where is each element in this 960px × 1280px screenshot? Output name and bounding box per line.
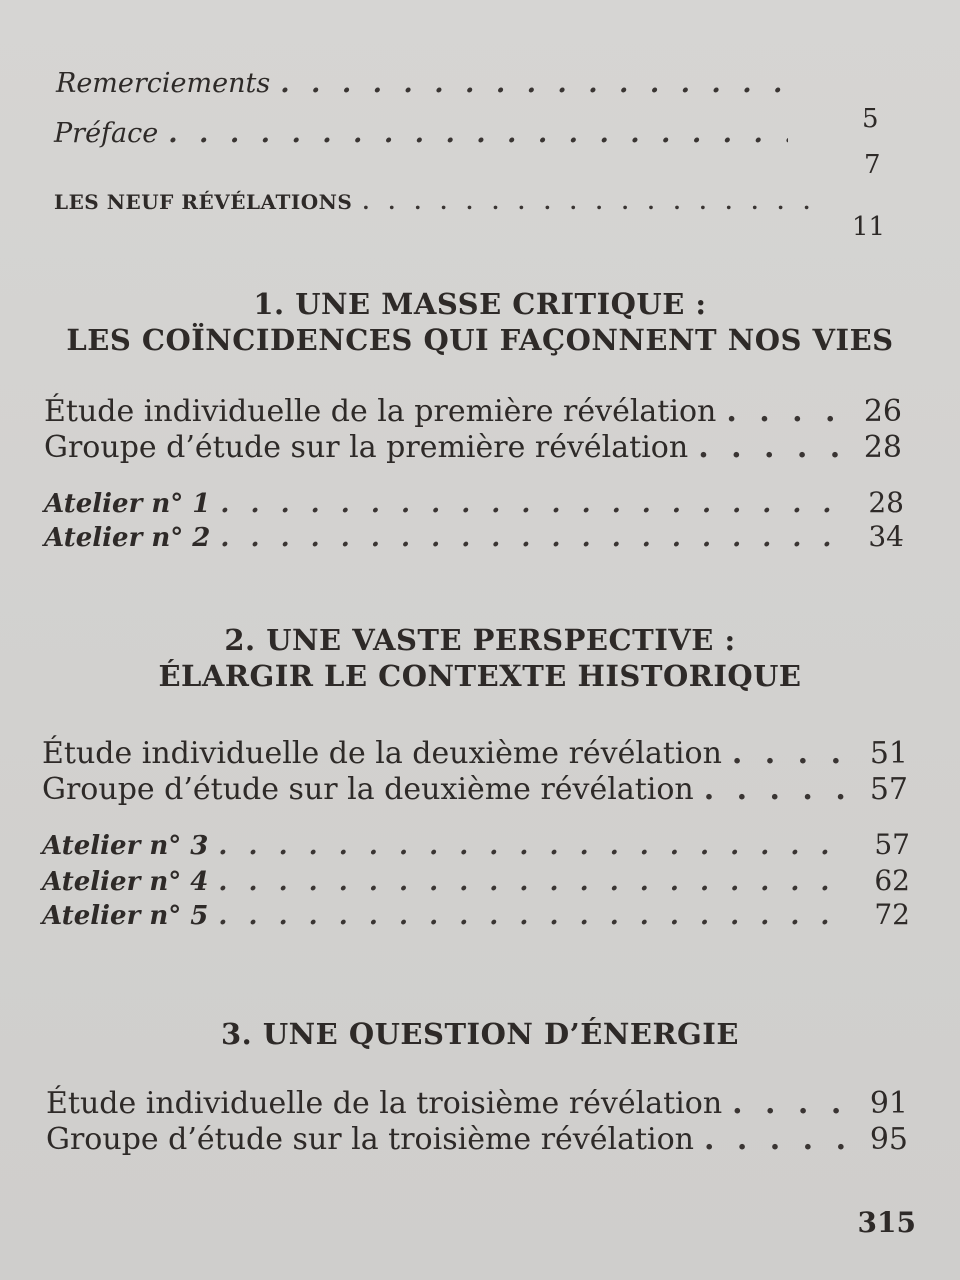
toc-page-number: 11	[852, 212, 886, 242]
toc-page-number: 62	[874, 864, 910, 897]
toc-label: Atelier n° 1	[44, 489, 211, 519]
dot-leader	[218, 867, 852, 897]
toc-page-number: 28	[863, 430, 902, 465]
toc-page-number: 51	[869, 736, 908, 771]
toc-entry	[42, 772, 908, 807]
toc-label: Atelier n° 2	[44, 523, 211, 553]
toc-label: Préface	[54, 118, 159, 149]
section-heading-line: 1. UNE MASSE CRITIQUE :	[253, 287, 707, 321]
toc-label: LES NEUF RÉVÉLATIONS	[54, 190, 353, 214]
section-heading-2	[0, 622, 960, 694]
toc-label: Étude individuelle de la première révélation	[44, 394, 717, 429]
toc-page-number: 7	[864, 150, 881, 180]
dot-leader	[220, 489, 846, 519]
section-heading-3	[0, 1016, 960, 1052]
toc-entry	[44, 430, 902, 465]
dot-leader	[218, 901, 852, 931]
dot-leader	[732, 1086, 850, 1121]
folio-page-number: 315	[857, 1206, 916, 1239]
toc-entry	[42, 864, 910, 897]
toc-label: Remerciements	[56, 68, 271, 99]
toc-label: Étude individuelle de la troisième révélation	[46, 1086, 723, 1121]
toc-label: Atelier n° 3	[42, 831, 209, 861]
section-heading-line: 3. UNE QUESTION D’ÉNERGIE	[221, 1017, 739, 1051]
toc-entry	[44, 394, 902, 429]
toc-page-number: 28	[868, 486, 904, 519]
toc-page-number: 95	[869, 1122, 908, 1157]
section-heading-line: 2. UNE VASTE PERSPECTIVE :	[224, 623, 736, 657]
toc-entry	[46, 1086, 908, 1121]
toc-page-number: 72	[874, 898, 910, 931]
toc-page-number: 57	[869, 772, 908, 807]
section-heading-1	[0, 286, 960, 358]
toc-entry	[54, 190, 824, 214]
dot-leader	[220, 523, 846, 553]
toc-entry	[42, 898, 910, 931]
toc-entry	[46, 1122, 908, 1157]
toc-entry	[42, 828, 910, 861]
dot-leader	[280, 68, 790, 99]
toc-entry	[56, 68, 800, 99]
toc-label: Atelier n° 4	[42, 867, 209, 897]
section-heading-line: ÉLARGIR LE CONTEXTE HISTORIQUE	[158, 659, 802, 693]
toc-page-number: 26	[863, 394, 902, 429]
toc-label: Étude individuelle de la deuxième révélation	[42, 736, 722, 771]
toc-page-number: 34	[868, 520, 904, 553]
dot-leader	[218, 831, 852, 861]
toc-entry	[54, 118, 798, 149]
toc-label: Groupe d’étude sur la troisième révélation	[46, 1122, 695, 1157]
toc-entry	[44, 520, 904, 553]
toc-page-number: 91	[869, 1086, 908, 1121]
toc-page-number: 5	[862, 104, 879, 134]
toc-page-number: 57	[874, 828, 910, 861]
toc-label: Atelier n° 5	[42, 901, 209, 931]
dot-leader	[362, 190, 814, 214]
toc-entry	[44, 486, 904, 519]
dot-leader	[698, 430, 844, 465]
dot-leader	[168, 118, 788, 149]
dot-leader	[726, 394, 844, 429]
dot-leader	[704, 772, 850, 807]
dot-leader	[732, 736, 850, 771]
section-heading-line: LES COÏNCIDENCES QUI FAÇONNENT NOS VIES	[66, 323, 894, 357]
toc-entry	[42, 736, 908, 771]
toc-label: Groupe d’étude sur la deuxième révélation	[42, 772, 694, 807]
toc-label: Groupe d’étude sur la première révélation	[44, 430, 689, 465]
dot-leader	[704, 1122, 850, 1157]
